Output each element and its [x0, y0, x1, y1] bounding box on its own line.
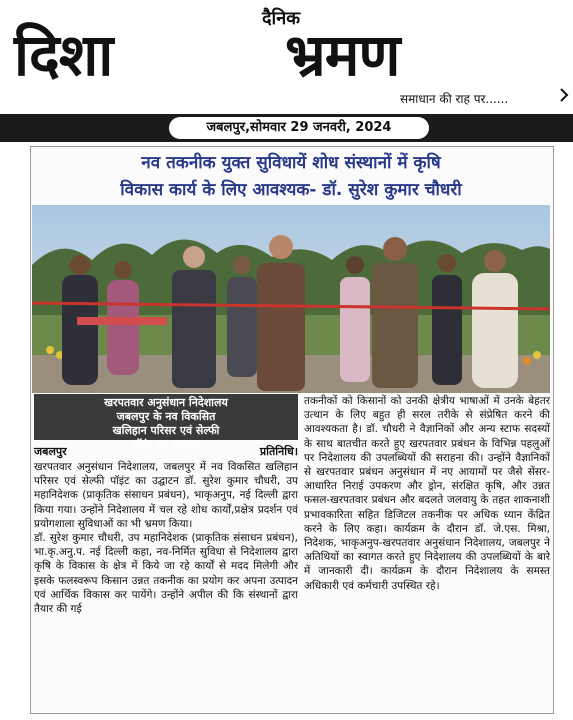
tagline-chevron-icon [559, 88, 569, 102]
article-body-right: तकनीकों को किसानों को उनकी क्षेत्रीय भाषाओं में उनके बेहतर उत्थान के लिए बहुत ही सरल तरीके से संप्रेषित करने की आवश्यकता है। डॉ. चौधरी ने वैज्ञानिकों और अन्य स्टाफ सदस्यों के साथ बातचीत करते हुए खरपतवार प्रबंधन के विभिन्न पहलुओं पर निदेशालय की उपलब्धियों की सराहना की। उन्होंने वैज्ञानिकों से खरपतवार प्रबंधन अनुसंधान में नए आयामों पर जैसे सेंसर-आधारित निराई उपकरण और ड्रोन, संरक्षित कृषि, और उन्नत फसल-खरपतवार प्रबंधन और बदलते जलवायु के तहत शाकनाशी प्रभावकारिता सहित डिजिटल तकनीक पर अधिक ध्यान केंद्रित करने के लिए कहा। कार्यक्रम के दौरान डॉ. जे.एस. मिश्रा, निदेशक, भाकृअनुप-खरपतवार अनुसंधान निदेशालय, जबलपुर ने अतिथियों का स्वागत करते हुए निदेशालय की उपलब्धियों के बारे में जानकारी दी। कार्यक्रम के दौरान निदेशालय के समस्त अधिकारी एवं कर्मचारी उपस्थित रहे। [304, 395, 550, 592]
caption-line-3: खलिहान परिसर एवं सेल्फी [112, 424, 220, 437]
dateline-reporter: प्रतिनिधि। [259, 445, 298, 458]
issue-date: जबलपुर,सोमवार 29 जनवरी, 2024 [169, 117, 429, 139]
article-headline [30, 150, 552, 204]
masthead-tagline: समाधान की राह पर...... [400, 92, 509, 106]
headline-line-1: नव तकनीक युक्त सुविधायें शोध संस्थानों में कृषि [141, 153, 441, 173]
masthead-title-right: भ्रमण [285, 21, 400, 89]
masthead-daily-label: दैनिक [262, 8, 301, 29]
headline-line-2: विकास कार्य के लिए आवश्यक- डॉ. सुरेश कुमार चौधरी [120, 180, 462, 200]
masthead-title-left: दिशा [14, 21, 113, 89]
dateline-place: जबलपुर [34, 445, 67, 458]
photo-caption [34, 394, 298, 451]
masthead [0, 0, 573, 112]
inauguration-photo [32, 205, 550, 393]
caption-line-1: खरपतवार अनुसंधान निदेशालय [104, 396, 228, 409]
article-dateline [34, 444, 298, 459]
article-body-left: खरपतवार अनुसंधान निदेशालय, जबलपुर में नव विकसित खलिहान परिसर एवं सेल्फी पॉइंट का उद्घाटन डॉ. सुरेश कुमार चौधरी, उप महानिदेशक (प्राकृतिक संसाधन प्रबंधन), भाकृअनुप, नई दिल्ली द्वारा किया गया। उन्होंने निदेशालय में चल रहे शोध कार्यों,प्रक्षेत्र प्रदर्शन एवं प्रयोगशाला सुविधाओं का भी भ्रमण किया। डॉ. सुरेश कुमार चौधरी, उप महानिदेशक (प्राकृतिक संसाधन प्रबंधन), भा.कृ.अनु.प. नई दिल्ली कहा, नव-निर्मित सुविधा से निदेशालय द्वारा कृषि के विकास के क्षेत्र में किये जा रहे कार्यों से मदद मिलेगी और इसके फलस्वरूप किसान उन्नत तकनीक का प्रयोग कर अपना उत्पादन एवं आर्थिक विकास कर पायेंगे। उन्होंने अपील की कि संस्थानों द्वारा तैयार की गई [34, 461, 298, 616]
caption-line-2: जबलपुर के नव विकसित [116, 410, 216, 423]
caption-line-4: पॉइंट का उद्घाटन [132, 438, 200, 451]
